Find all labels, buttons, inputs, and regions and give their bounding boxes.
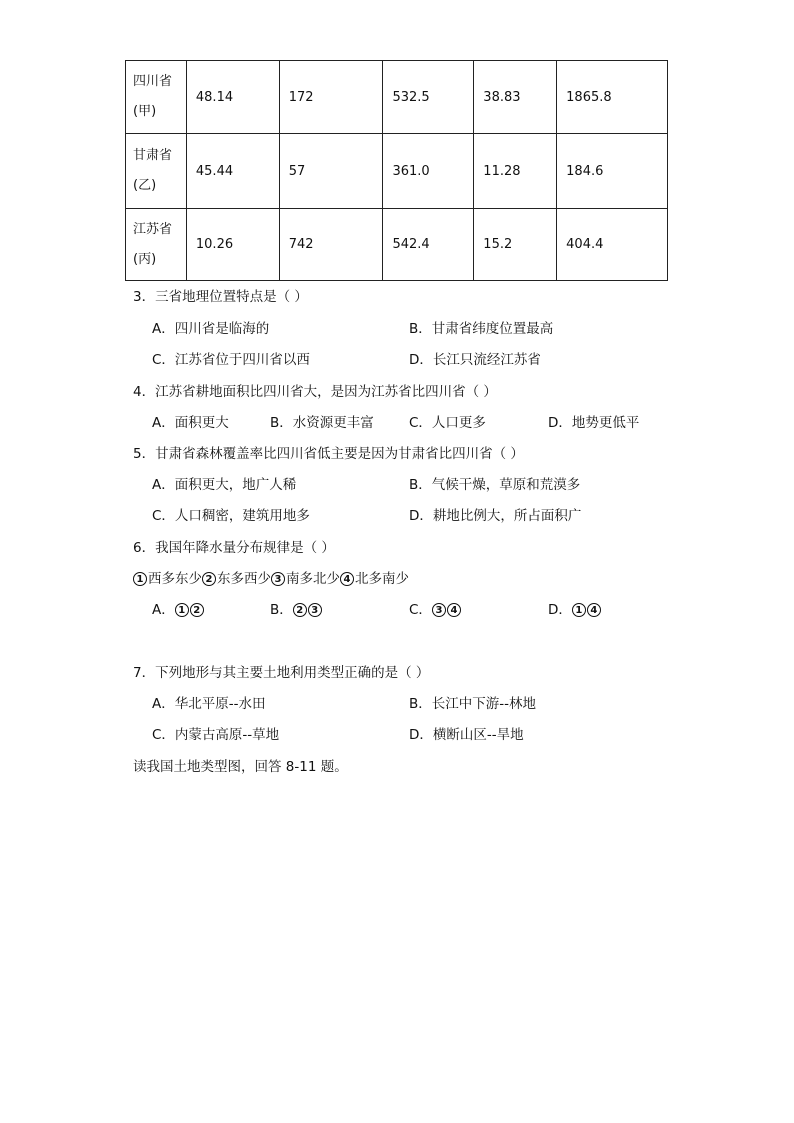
circled-number-4: 4 <box>340 572 354 586</box>
question-6-option-b[interactable]: B． 2 3 <box>270 601 323 619</box>
question-7-option-d[interactable]: D．横断山区--旱地 <box>409 727 524 743</box>
statement-3: 3 南多北少 <box>271 571 340 587</box>
question-7-stem: 7．下列地形与其主要土地利用类型正确的是（ ） <box>133 665 430 681</box>
table-row <box>126 209 668 281</box>
province-code: (丙) <box>133 251 157 267</box>
province-code: (甲) <box>133 104 157 119</box>
question-3-option-a[interactable]: A．四川省是临海的 <box>152 321 270 337</box>
reading-instruction: 读我国土地类型图，回答 8-11 题。 <box>133 759 348 775</box>
table-cell: 361.0 <box>383 134 474 209</box>
province-code: (乙) <box>133 178 157 193</box>
table-cell: 542.4 <box>383 209 474 281</box>
circled-number: 1 <box>572 603 586 617</box>
question-4-option-a[interactable]: A．面积更大 <box>152 415 229 431</box>
circled-number-3: 3 <box>271 572 285 586</box>
question-3-option-b[interactable]: B．甘肃省纬度位置最高 <box>409 321 554 337</box>
question-6-option-c[interactable]: C． 3 4 <box>409 601 462 619</box>
question-5-stem: 5．甘肃省森林覆盖率比四川省低主要是因为甘肃省比四川省（ ） <box>133 446 524 462</box>
table-cell: 57 <box>279 134 383 209</box>
circled-number-1: 1 <box>133 572 147 586</box>
province-name: 甘肃省 <box>133 148 173 163</box>
question-5-option-a[interactable]: A．面积更大，地广人稀 <box>152 477 297 493</box>
circled-number-2: 2 <box>202 572 216 586</box>
circled-number: 3 <box>308 603 322 617</box>
question-6-stem: 6．我国年降水量分布规律是（ ） <box>133 540 335 556</box>
question-4-stem: 4．江苏省耕地面积比四川省大，是因为江苏省比四川省（ ） <box>133 384 497 400</box>
statement-4: 4 北多南少 <box>340 571 409 587</box>
province-name: 江苏省 <box>133 221 173 237</box>
table-cell: 45.44 <box>186 134 279 209</box>
table-cell: 38.83 <box>474 61 557 134</box>
circled-number: 1 <box>175 603 189 617</box>
table-cell: 11.28 <box>474 134 557 209</box>
question-7-option-a[interactable]: A．华北平原--水田 <box>152 696 266 712</box>
province-cell <box>126 134 187 209</box>
question-4-option-d[interactable]: D．地势更低平 <box>548 415 640 431</box>
circled-number: 4 <box>587 603 601 617</box>
province-cell <box>126 61 187 134</box>
question-7-option-c[interactable]: C．内蒙古高原--草地 <box>152 727 280 743</box>
table-cell: 532.5 <box>383 61 474 134</box>
circled-number: 2 <box>190 603 204 617</box>
table-cell: 172 <box>279 61 383 134</box>
question-3-stem: 3．三省地理位置特点是（ ） <box>133 289 308 305</box>
table-cell: 742 <box>279 209 383 281</box>
circled-number: 2 <box>293 603 307 617</box>
question-6-statements <box>133 570 409 588</box>
question-5-option-d[interactable]: D．耕地比例大，所占面积广 <box>409 508 582 524</box>
question-3-option-c[interactable]: C．江苏省位于四川省以西 <box>152 352 310 368</box>
province-data-table <box>125 60 668 281</box>
table-cell: 1865.8 <box>557 61 668 134</box>
table-cell: 10.26 <box>186 209 279 281</box>
question-4-option-c[interactable]: C．人口更多 <box>409 415 486 431</box>
statement-2: 2 东多西少 <box>202 571 271 587</box>
question-5-option-c[interactable]: C．人口稠密，建筑用地多 <box>152 508 310 524</box>
table-row <box>126 61 668 134</box>
circled-number: 4 <box>447 603 461 617</box>
province-cell <box>126 209 187 281</box>
question-3-option-d[interactable]: D．长江只流经江苏省 <box>409 352 541 368</box>
question-6-option-d[interactable]: D． 1 4 <box>548 601 602 619</box>
table-cell: 404.4 <box>557 209 668 281</box>
statement-1: 1 西多东少 <box>133 571 202 587</box>
table-cell: 15.2 <box>474 209 557 281</box>
province-name: 四川省 <box>133 74 173 89</box>
question-6-option-a[interactable]: A． 1 2 <box>152 601 205 619</box>
question-5-option-b[interactable]: B．气候干燥，草原和荒漠多 <box>409 477 581 493</box>
question-4-option-b[interactable]: B．水资源更丰富 <box>270 415 374 431</box>
table-cell: 48.14 <box>186 61 279 134</box>
question-7-option-b[interactable]: B．长江中下游--林地 <box>409 696 537 712</box>
table-row <box>126 134 668 209</box>
circled-number: 3 <box>432 603 446 617</box>
table-cell: 184.6 <box>557 134 668 209</box>
